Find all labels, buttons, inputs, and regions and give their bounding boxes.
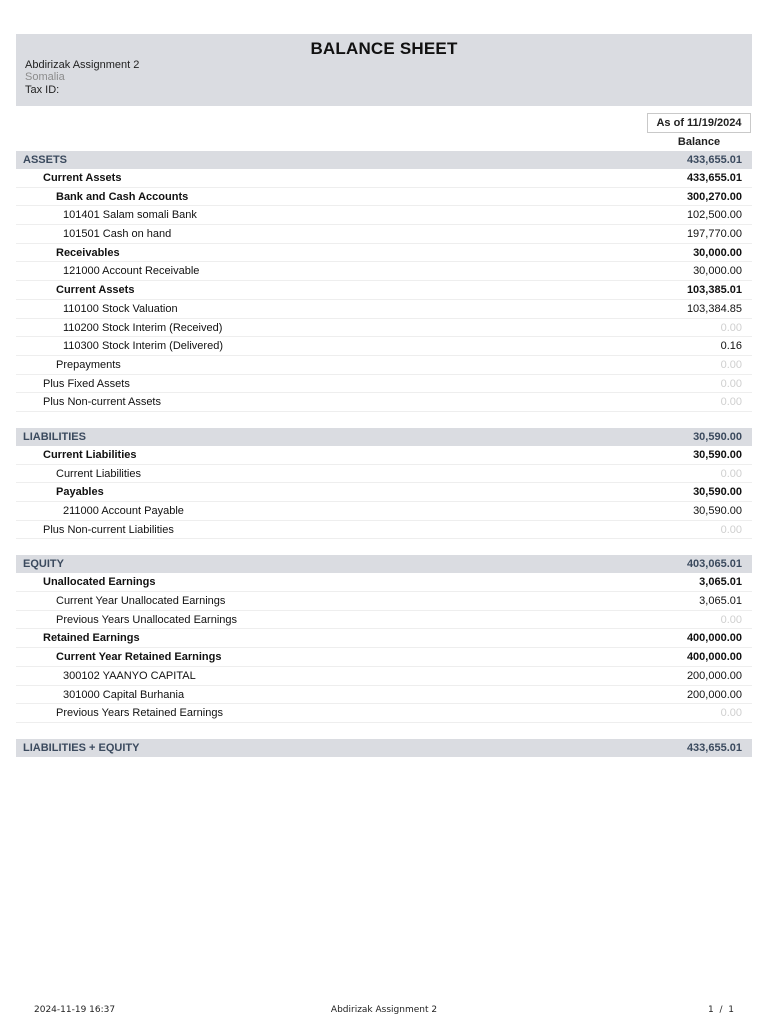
section-label: LIABILITIES + EQUITY [23,741,140,754]
line-label: 121000 Account Receivable [63,265,200,278]
line-label: Prepayments [56,358,121,371]
line-amount: 102,500.00 [686,209,742,222]
line-label: Plus Non-current Liabilities [43,523,174,536]
line-label: 301000 Capital Burhania [63,688,185,701]
line-label: Receivables [56,246,120,259]
line-amount: 103,384.85 [686,302,742,315]
line-amount: 0.00 [720,523,742,536]
section-spacer [16,412,752,428]
section-row [16,428,752,446]
section-row [16,739,752,757]
section-row [16,555,752,573]
line-label: Previous Years Unallocated Earnings [56,613,238,626]
line-label: 101401 Salam somali Bank [63,209,197,222]
section-amount: 433,655.01 [686,741,742,754]
line-label: 300102 YAANYO CAPITAL [63,669,196,682]
line-amount: 400,000.00 [686,632,742,645]
line-amount: 0.00 [720,321,742,334]
section-spacer [16,723,752,739]
line-row[interactable] [16,300,752,319]
line-row[interactable] [16,592,752,611]
line-label: Plus Fixed Assets [43,377,130,390]
line-amount: 200,000.00 [686,669,742,682]
section-label: EQUITY [23,558,64,571]
line-row[interactable] [16,611,752,630]
line-amount: 0.00 [720,707,742,720]
line-label: Payables [56,486,104,499]
page-total: 1 [728,1005,734,1015]
balance-column-header: Balance [677,136,721,148]
line-row[interactable] [16,667,752,686]
page-separator: / [719,1005,723,1015]
footer-company: Abdirizak Assignment 2 [330,1005,438,1015]
line-label: Retained Earnings [43,632,140,645]
line-label: 110300 Stock Interim (Delivered) [63,340,223,353]
line-amount: 3,065.01 [699,595,742,608]
line-amount: 200,000.00 [686,688,742,701]
line-amount: 103,385.01 [686,284,742,297]
line-amount: 0.00 [720,396,742,409]
line-row[interactable] [16,262,752,281]
section-amount: 30,590.00 [693,430,742,443]
line-label: Unallocated Earnings [43,576,156,589]
company-country: Somalia [25,71,65,83]
line-amount: 30,590.00 [693,486,742,499]
line-amount: 0.00 [720,358,742,371]
line-amount: 0.00 [720,377,742,390]
line-label: Current Liabilities [56,467,141,480]
line-label: Bank and Cash Accounts [56,190,189,203]
report-header [16,34,752,106]
line-label: 211000 Account Payable [63,505,184,517]
line-amount: 30,590.00 [693,505,742,517]
line-label: Current Assets [56,284,135,297]
line-row[interactable] [16,704,752,723]
line-row[interactable] [16,337,752,356]
tax-id-label: Tax ID: [25,84,60,96]
section-spacer [16,539,752,555]
report-table [16,151,752,757]
line-amount: 30,000.00 [693,265,742,278]
line-row[interactable] [16,281,752,300]
footer-datetime: 2024-11-19 16:37 [34,1005,116,1015]
line-amount: 197,770.00 [686,228,742,241]
line-label: Previous Years Retained Earnings [56,707,223,720]
company-name: Abdirizak Assignment 2 [25,59,140,71]
page-current: 1 [708,1005,714,1015]
report-title: BALANCE SHEET [310,39,458,58]
line-label: Current Liabilities [43,448,137,461]
line-label: 101501 Cash on hand [63,228,172,241]
section-label: ASSETS [23,154,68,166]
line-row[interactable] [16,521,752,540]
line-label: Current Assets [43,172,122,184]
line-amount: 0.00 [720,467,742,480]
line-row[interactable] [16,573,752,592]
line-row[interactable] [16,375,752,394]
line-row[interactable] [16,169,752,188]
line-row[interactable] [16,393,752,412]
line-label: Current Year Unallocated Earnings [56,595,226,608]
line-amount: 433,655.01 [686,172,742,184]
line-row[interactable] [16,206,752,225]
line-label: Plus Non-current Assets [43,396,161,409]
line-amount: 30,590.00 [693,448,742,461]
line-row[interactable] [16,244,752,263]
line-amount: 0.00 [720,613,742,626]
line-row[interactable] [16,686,752,705]
period-header: As of 11/19/2024 [647,113,751,133]
line-row[interactable] [16,356,752,375]
line-row[interactable] [16,465,752,484]
line-row[interactable] [16,648,752,667]
page-footer [0,1005,768,1017]
section-label: LIABILITIES [23,430,86,443]
line-amount: 30,000.00 [693,246,742,259]
line-row[interactable] [16,483,752,502]
section-amount: 433,655.01 [686,154,742,166]
line-row[interactable] [16,319,752,338]
line-amount: 400,000.00 [686,651,742,664]
footer-page-number [708,1005,734,1015]
line-row[interactable] [16,502,752,521]
line-row[interactable] [16,446,752,465]
line-row[interactable] [16,225,752,244]
line-amount: 300,270.00 [686,190,742,203]
section-row [16,151,752,169]
line-amount: 3,065.01 [699,576,742,589]
line-label: 110200 Stock Interim (Received) [63,321,223,334]
line-row[interactable] [16,629,752,648]
line-amount: 0.16 [720,340,742,353]
line-row[interactable] [16,188,752,207]
line-label: 110100 Stock Valuation [63,302,178,315]
line-label: Current Year Retained Earnings [56,651,222,664]
section-amount: 403,065.01 [686,558,742,571]
